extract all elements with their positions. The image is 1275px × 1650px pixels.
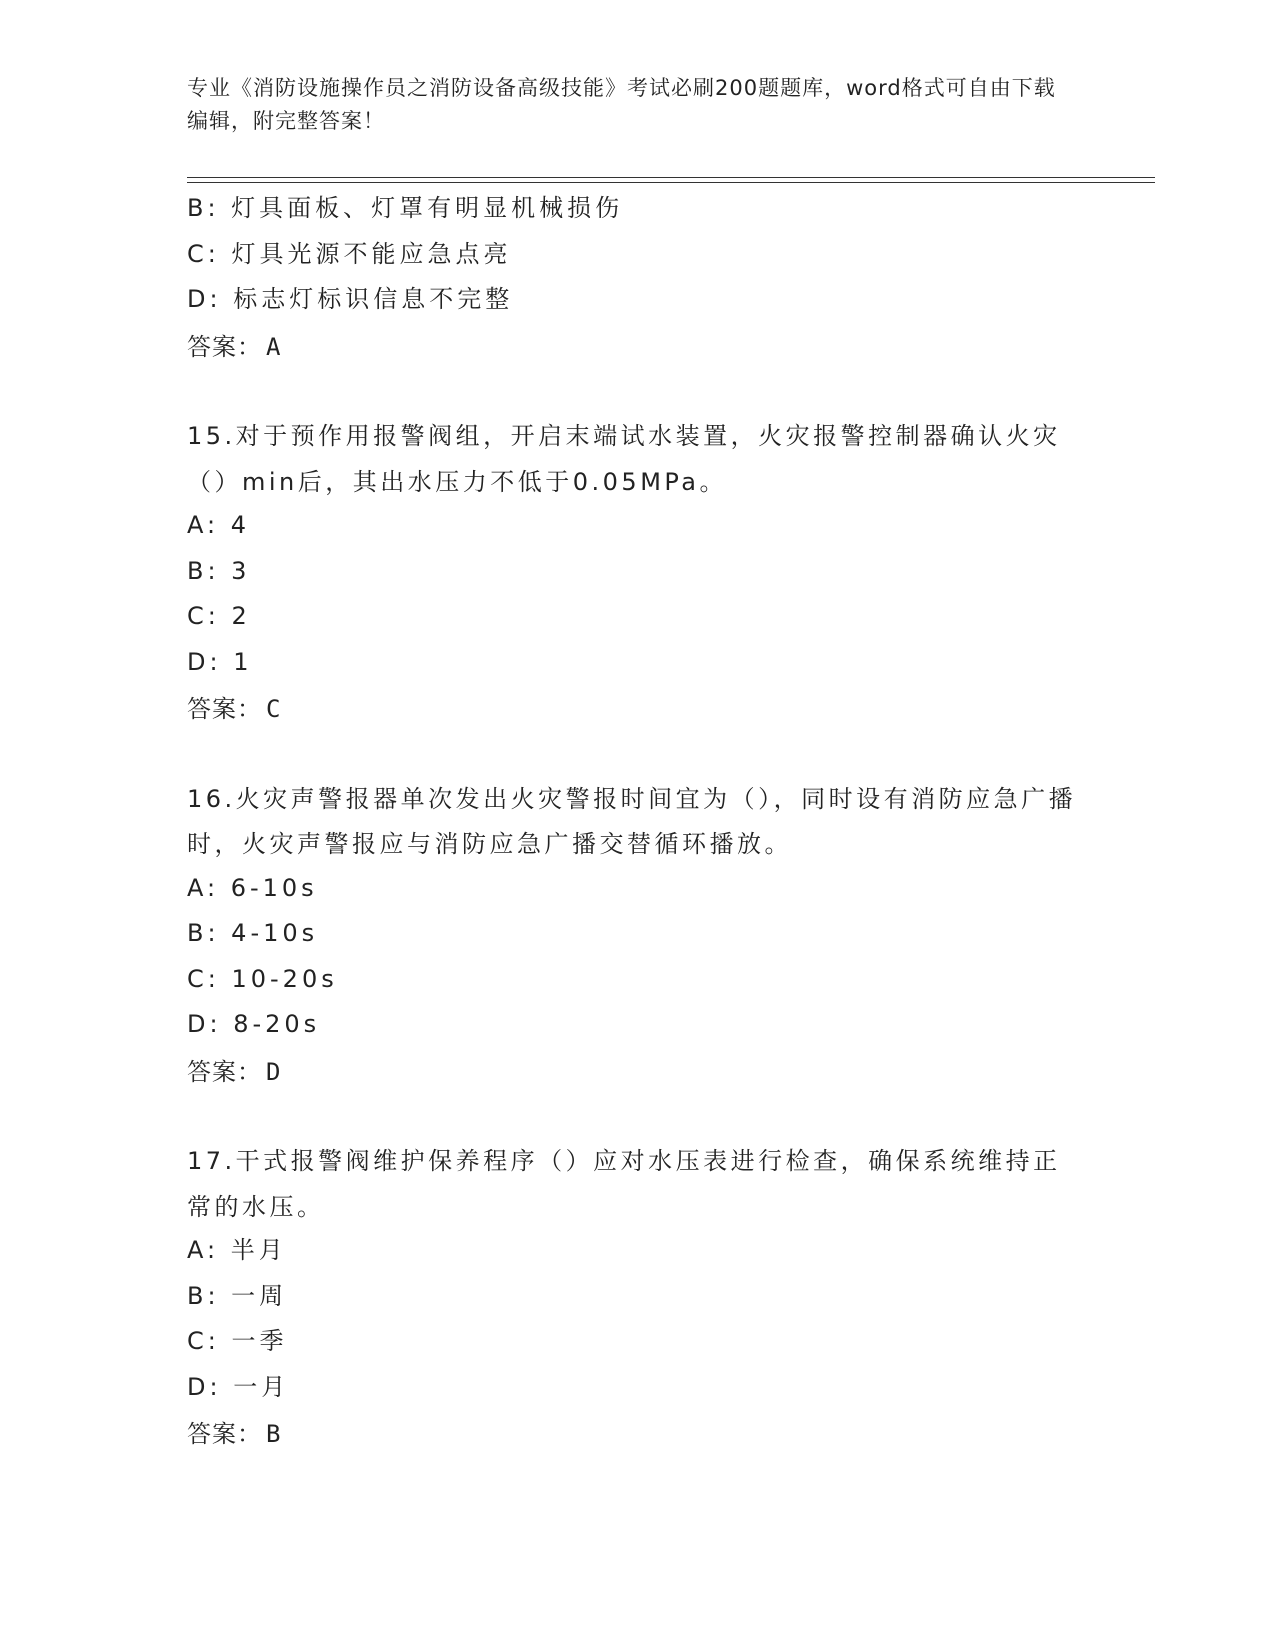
answer-value: D <box>266 1057 282 1086</box>
option-b: B: 3 <box>187 556 251 585</box>
question-17 <box>187 1139 1087 1458</box>
answer-line <box>187 687 1087 733</box>
option-d: D: 8-20s <box>187 1010 321 1038</box>
option-c: C: 一季 <box>187 1327 288 1355</box>
option-c: C: 灯具光源不能应急点亮 <box>187 239 512 268</box>
header-divider-top <box>187 177 1155 178</box>
option-c: C: 2 <box>187 602 251 630</box>
option-b: B: 一周 <box>187 1281 288 1310</box>
document-header: 专业《消防设施操作员之消防设备高级技能》考试必刷200题题库，word格式可自由下载编辑，附完整答案！ <box>187 76 1056 133</box>
option-d: D: 1 <box>187 647 253 676</box>
question-14-continued <box>187 188 1087 370</box>
question-list <box>187 188 1087 1458</box>
answer-label: 答案： <box>187 695 262 723</box>
answer-label: 答案： <box>187 1420 262 1448</box>
header-divider-bottom <box>187 182 1155 183</box>
question-15 <box>187 414 1087 733</box>
option-b: B: 灯具面板、灯罩有明显机械损伤 <box>187 194 624 222</box>
option-b: B: 4-10s <box>187 919 319 947</box>
answer-value: A <box>266 332 282 361</box>
option-d: D: 一月 <box>187 1372 290 1401</box>
answer-line <box>187 325 1087 371</box>
answer-value: B <box>266 1420 282 1448</box>
option-c: C: 10-20s <box>187 964 338 993</box>
question-stem: 15.对于预作用报警阀组，开启末端试水装置，火灾报警控制器确认火灾（）min后，其出水压力不低于0.05MPa。 <box>187 422 1061 496</box>
option-a: A: 半月 <box>187 1236 287 1264</box>
question-stem: 17.干式报警阀维护保养程序（）应对水压表进行检查，确保系统维持正常的水压。 <box>187 1147 1061 1221</box>
answer-label: 答案： <box>187 1057 262 1086</box>
option-a: A: 6-10s <box>187 873 318 902</box>
option-a: A: 4 <box>187 511 250 539</box>
answer-line <box>187 1412 1087 1458</box>
answer-value: C <box>266 695 282 723</box>
answer-label: 答案： <box>187 332 262 361</box>
option-d: D: 标志灯标识信息不完整 <box>187 285 514 313</box>
answer-line <box>187 1050 1087 1096</box>
question-stem: 16.火灾声警报器单次发出火灾警报时间宜为（），同时设有消防应急广播时，火灾声警报应与消防应急广播交替循环播放。 <box>187 784 1077 858</box>
question-16 <box>187 777 1087 1096</box>
